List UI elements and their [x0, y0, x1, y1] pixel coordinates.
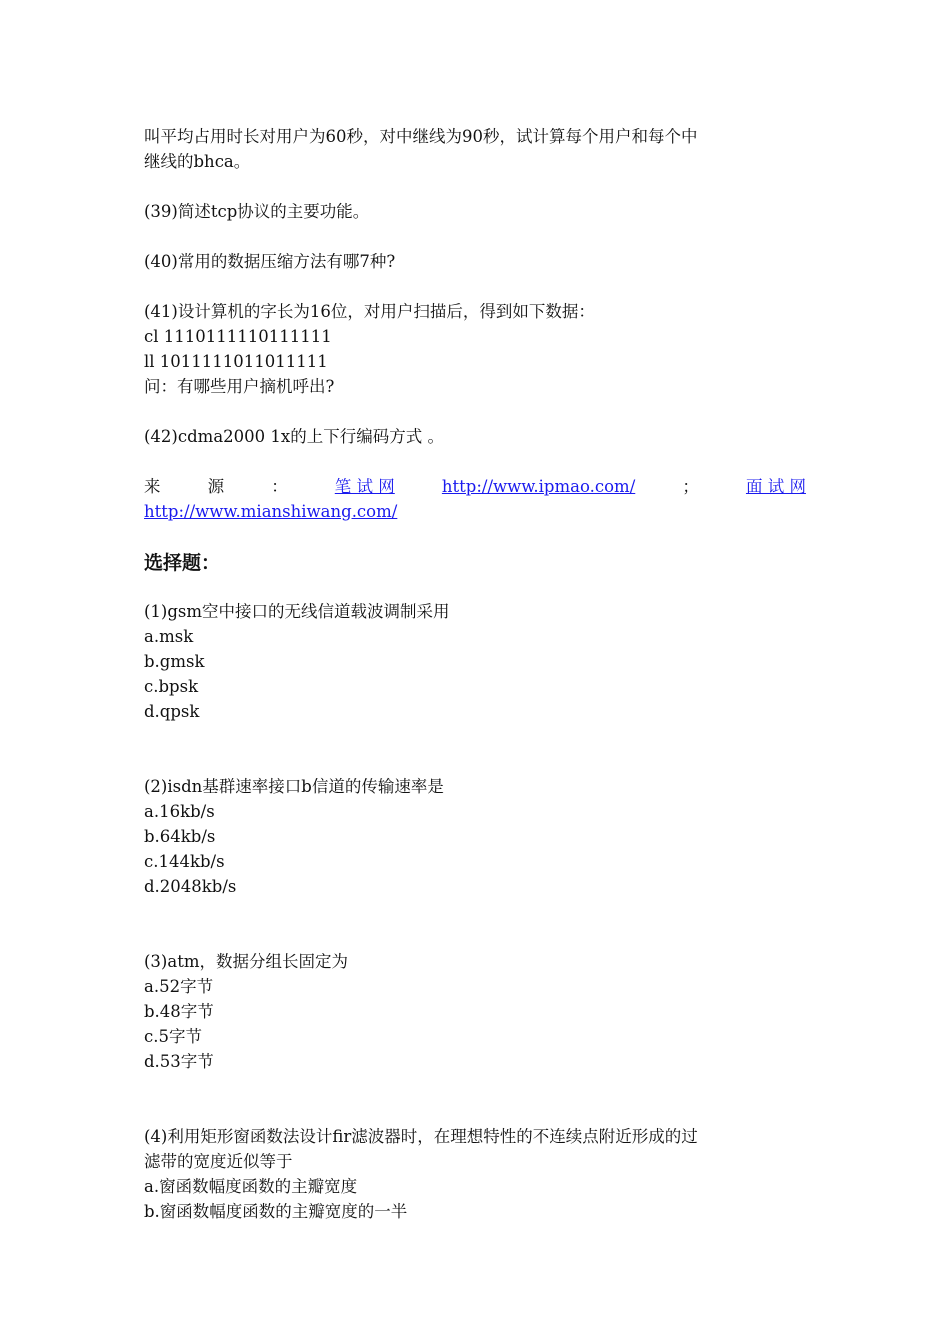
question-40-text: (40)常用的数据压缩方法有哪7种? [144, 252, 396, 271]
question-41-ask: 问：有哪些用户摘机呼出? [144, 377, 335, 396]
choice-option: b.gmsk [144, 652, 205, 671]
source-label-1: 来 [144, 477, 161, 496]
choice-questions [144, 599, 806, 1224]
question-41-title: (41)设计算机的字长为16位，对用户扫描后，得到如下数据： [144, 302, 595, 321]
question-41-row-ll: ll 1011111011011111 [144, 352, 328, 371]
choice-option: c.144kb/s [144, 852, 225, 871]
choice-question [144, 774, 806, 899]
source-row [144, 474, 806, 499]
choice-option: b.64kb/s [144, 827, 216, 846]
document-page [144, 124, 806, 1224]
source-label-2: 源 [207, 477, 225, 496]
choice-option: c.bpsk [144, 677, 199, 696]
choice-option: a.52字节 [144, 977, 214, 996]
source-semicolon: ； [682, 477, 699, 496]
choice-question [144, 599, 806, 724]
source-block [144, 474, 806, 524]
source-colon: ： [271, 477, 288, 496]
choice-option: a.16kb/s [144, 802, 215, 821]
choice-option: c.5字节 [144, 1027, 202, 1046]
question-42-text: (42)cdma2000 1x的上下行编码方式 。 [144, 427, 444, 446]
choice-option: d.qpsk [144, 702, 200, 721]
choice-option: b.48字节 [144, 1002, 214, 1021]
choice-question [144, 1124, 806, 1224]
question-39 [144, 199, 806, 224]
intro-line-2: 继线的bhca。 [144, 152, 251, 171]
question-41 [144, 299, 806, 399]
choice-question-text: (2)isdn基群速率接口b信道的传输速率是 [144, 777, 444, 796]
site2-url-link[interactable]: http://www.mianshiwang.com/ [144, 502, 398, 521]
site1-name-link[interactable]: 笔 试 网 [334, 477, 395, 496]
question-41-row-cl: cl 1110111110111111 [144, 327, 332, 346]
choice-option: d.2048kb/s [144, 877, 237, 896]
question-39-text: (39)简述tcp协议的主要功能。 [144, 202, 370, 221]
choice-question-text: (4)利用矩形窗函数法设计fir滤波器时，在理想特性的不连续点附近形成的过 [144, 1127, 698, 1146]
intro-line-1: 叫平均占用时长对用户为60秒，对中继线为90秒，试计算每个用户和每个中 [144, 127, 698, 146]
choice-question-text: (3)atm，数据分组长固定为 [144, 952, 348, 971]
site2-name-link[interactable]: 面 试 网 [745, 477, 806, 496]
site1-url-link[interactable]: http://www.ipmao.com/ [441, 477, 636, 496]
section-heading: 选择题： [144, 552, 221, 574]
intro-paragraph [144, 124, 806, 174]
choice-option: b.窗函数幅度函数的主瓣宽度的一半 [144, 1202, 408, 1221]
choice-question-text: 滤带的宽度近似等于 [144, 1152, 293, 1171]
question-40 [144, 249, 806, 274]
choice-option: a.窗函数幅度函数的主瓣宽度 [144, 1177, 358, 1196]
choice-question-text: (1)gsm空中接口的无线信道载波调制采用 [144, 602, 450, 621]
choice-option: d.53字节 [144, 1052, 214, 1071]
choice-question [144, 949, 806, 1074]
choice-option: a.msk [144, 627, 194, 646]
question-42 [144, 424, 806, 449]
